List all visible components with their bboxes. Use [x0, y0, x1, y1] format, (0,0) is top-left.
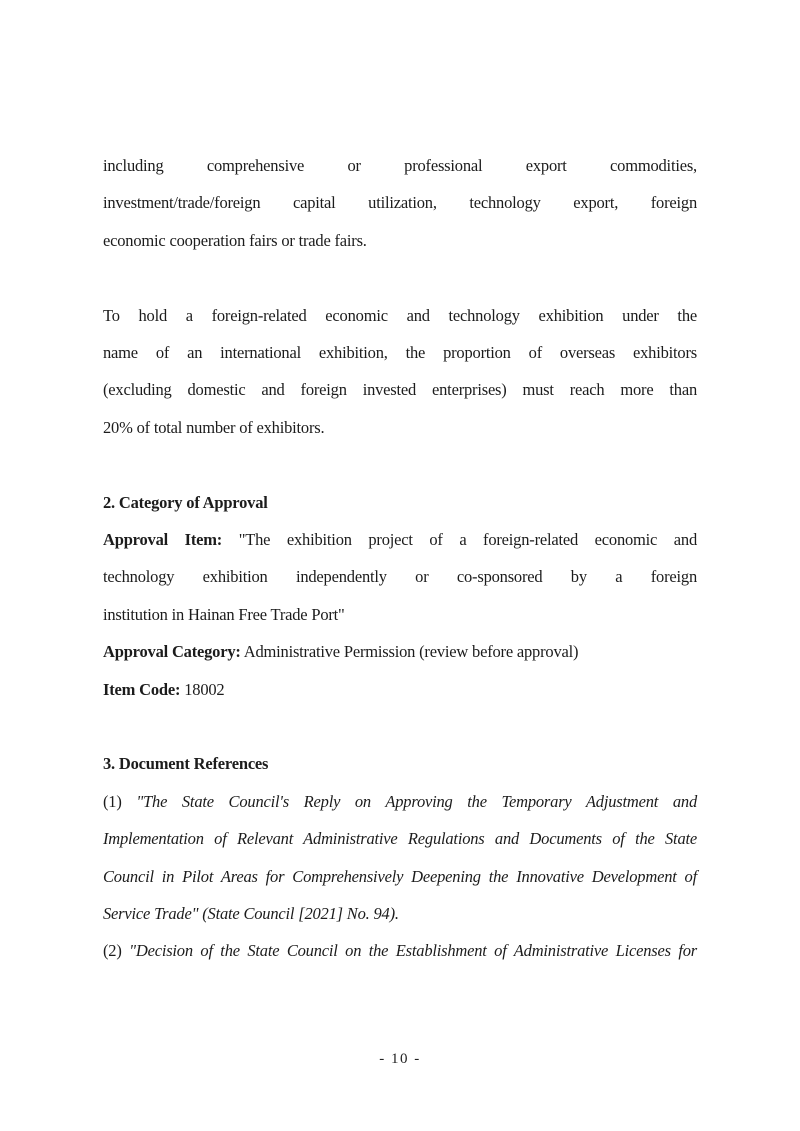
- paragraph-overseas-exhibitors-requirement: [103, 297, 697, 447]
- text-line: Implementation of Relevant Administrative Regulations and Documents of the State: [103, 829, 697, 849]
- text-line: Service Trade" (State Council [2021] No. 94).: [103, 904, 399, 924]
- text-line: [103, 633, 697, 670]
- document-body: [103, 147, 697, 970]
- section-heading-document-references: 3. Document References: [103, 754, 269, 774]
- approval-category-value: Administrative Permission (review before approval): [243, 642, 579, 662]
- text-line: [103, 932, 697, 969]
- approval-item-paragraph: [103, 521, 697, 633]
- reference-2-paragraph: [103, 932, 697, 969]
- text-line: To hold a foreign-related economic and technology exhibition under the: [103, 305, 697, 325]
- approval-category-label: Approval Category:: [103, 642, 241, 662]
- item-code-paragraph: [103, 671, 697, 708]
- text-line: investment/trade/foreign capital utilization, technology export, foreign: [103, 193, 697, 213]
- reference-2-title: "Decision of the State Council on the Establishment of Administrative Licenses for: [129, 941, 697, 961]
- reference-1-paragraph: [103, 783, 697, 933]
- reference-2-marker: (2): [103, 941, 122, 961]
- text-line: economic cooperation fairs or trade fairs.: [103, 230, 367, 250]
- text-line: institution in Hainan Free Trade Port": [103, 604, 345, 624]
- text-line: including comprehensive or professional export commodities,: [103, 156, 697, 175]
- text-line: (excluding domestic and foreign invested enterprises) must reach more than: [103, 380, 697, 400]
- text-line: Council in Pilot Areas for Comprehensively Deepening the Innovative Development of: [103, 866, 697, 886]
- page-number: - 10 -: [379, 1051, 421, 1067]
- reference-1-marker: (1): [103, 791, 122, 811]
- section-heading-category-of-approval: 2. Category of Approval: [103, 492, 268, 512]
- item-code-value: 18002: [184, 679, 225, 699]
- text-line: name of an international exhibition, the proportion of overseas exhibitors: [103, 343, 697, 363]
- approval-category-paragraph: [103, 633, 697, 670]
- reference-1-title: "The State Council's Reply on Approving the Temporary Adjustment and: [136, 791, 697, 811]
- text-line: [103, 671, 697, 708]
- paragraph-exhibition-types: [103, 147, 697, 259]
- approval-item-text: "The exhibition project of a foreign-related economic and: [238, 530, 697, 550]
- text-line: [103, 521, 697, 558]
- text-line: [103, 783, 697, 820]
- text-line: technology exhibition independently or co-sponsored by a foreign: [103, 567, 697, 587]
- text-line: 20% of total number of exhibitors.: [103, 417, 325, 437]
- item-code-label: Item Code:: [103, 679, 181, 699]
- approval-item-label: Approval Item:: [103, 530, 223, 550]
